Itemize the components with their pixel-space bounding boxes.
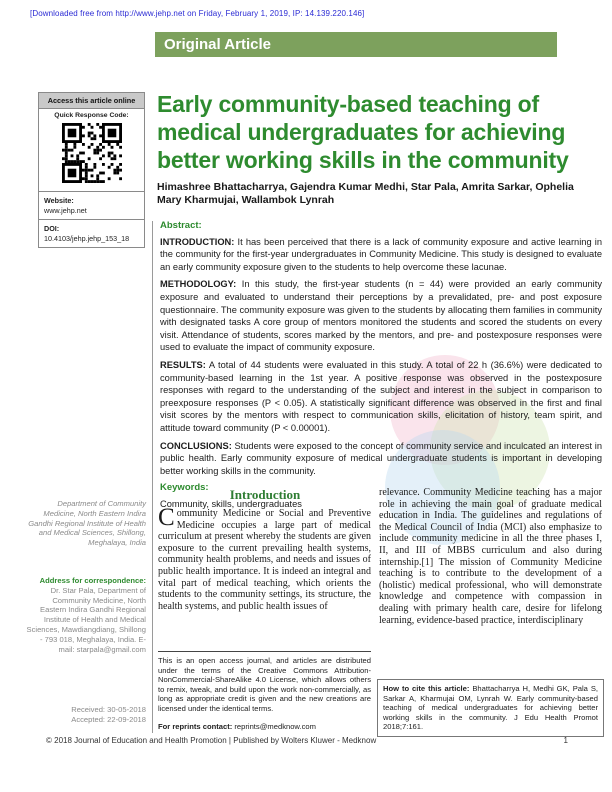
reprints-contact-label: For reprints contact: [158,722,233,731]
accepted-date: Accepted: 22-09-2018 [71,714,146,724]
abstract-conclusions-label: CONCLUSIONS: [160,440,232,451]
download-note: [Downloaded free from http://www.jehp.net on Friday, February 1, 2019, IP: 14.139.220.146] [30,9,365,18]
website-link[interactable]: www.jehp.net [44,206,87,215]
abstract-results [160,359,602,435]
abstract-introduction-label: INTRODUCTION: [160,236,235,247]
qr-section [39,109,144,192]
correspondence-block [26,576,146,654]
qr-code-label: Quick Response Code: [54,112,129,119]
keywords-heading: Keywords: [160,482,209,494]
abstract-results-label: RESULTS: [160,359,206,370]
reprints-contact-line [158,722,316,731]
correspondence-heading: Address for correspondence: [39,576,146,585]
article-title: Early community-based teaching of medical undergraduates for achieving better working skills in the community [157,91,569,173]
sidebar-divider [152,221,153,733]
abstract-conclusions [160,440,602,478]
abstract-methodology-text: In this study, the first-year students (n = 44) were provided an early community exposure and evaluated to understand their perceptions by a prevalidated, pre- and post exposure questionnaire. The community exposure was given to the students by allocating them families in community with designated tasks A core group of mentors monitored the students and scored the students on every visit. Attendance of students, scores marked by the mentors, and pre- and postexposure responses were used to evaluate the impact of community exposure. [160,279,602,353]
access-article-box [38,92,145,248]
abstract-heading: Abstract: [160,220,202,231]
article-authors: Himashree Bhattacharrya, Gajendra Kumar Medhi, Star Pala, Amrita Sarkar, Ophelia Mary Kharmujai, Wallambok Lynrah [157,181,574,206]
open-access-notice: This is an open access journal, and articles are distributed under the terms of the Creative Commons Attribution-NonCommercial-ShareAlike 4.0 License, which allows others to remix, tweak, and build upon the work non-commercially, as long as appropriate credit is given and the new creations are licensed under the identical terms. [158,651,371,714]
abstract-conclusions-text: Students were exposed to the concept of community service and inculcated an interest in public health. Early community exposure of medical undergraduate students is important in developing better working skills in the community. [160,440,602,476]
abstract-results-text: A total of 44 students were evaluated in this study. A total of 22 h (36.6%) were dedicated to community-based learning in the 1st year. A positive response was observed in the postexposure responses with regard to the understanding of the subject and interest in the subject in comparison to preexposure responses (P < 0.05). A statistically significant difference was observed in the first and final visit scores by the mentors with respect to communication skills, elicitation of history, team spirit, and attitude toward community (P < 0.00001). [160,359,602,433]
how-to-cite-box [377,679,604,737]
body-column-2 [379,487,602,626]
website-label: Website: [44,196,74,205]
keywords-text: Community, skills, undergraduates [160,498,302,509]
article-type-banner: Original Article [155,32,557,57]
access-box-title: Access this article online [39,93,144,109]
body-column-1-text: Community Medicine or Social and Preventive Medicine occupies a large part of medical curriculum at present whereby the students are given exposure to the current prevailing health systems, community health problems, and needs and issues of public health importance. It is indeed an integral and vital part of medical teaching, which orients the students to the community settings, its structure, the health systems, and public health issues of [158,504,371,612]
how-to-cite-text: Bhattacharrya H, Medhi GK, Pala S, Sarkar A, Kharmujai OM, Lynrah W. Early community-based teaching of medical undergraduates for achieving better working skills in the community. J Edu Health Promot 2018;7:161. [383,684,598,732]
submission-dates [26,705,146,725]
abstract-introduction-text: It has been perceived that there is a lack of community exposure and active learning in the community for the first-year undergraduates in Community Medicine. This study is designed to evaluate an early community exposure given to the students to help overcome these lacunae. [160,236,602,272]
body-column-1 [158,504,371,612]
abstract-methodology [160,278,602,354]
doi-label: DOI: [44,224,60,233]
website-row [39,192,144,220]
how-to-cite-label: How to cite this article: [383,684,470,693]
footer-copyright: © 2018 Journal of Education and Health Promotion | Published by Wolters Kluwer - Medknow [46,736,377,745]
abstract-methodology-label: METHODOLOGY: [160,279,237,290]
reprints-email-link[interactable]: reprints@medknow.com [234,722,316,731]
introduction-heading: Introduction [229,487,301,502]
doi-row [39,220,144,247]
footer-page-number: 1 [563,736,568,745]
abstract-section [160,220,602,510]
received-date: Received: 30-05-2018 [71,705,146,714]
abstract-introduction [160,236,602,274]
body-column-2-text: relevance. Community Medicine teaching has a major role in achieving the main goal of graduate medical education in India. The guidelines and regulations of the Medical Council of India (MCI) also emphasize to include community medicine in all the three phases I, II, and III of MBBS curriculum and also during internship.[1] The mission of Community Medicine teaching is to contribute to the development of a (holistic) medical professional, who will demonstrate knowledge and competence with compassion in dealing with primary health care, desire for lifelong learning, evidence-based practice, interdisciplinary [379,487,602,626]
correspondence-address: Dr. Star Pala, Department of Community Medicine, North Eastern Indira Gandhi Regional Institute of Health and Medical Sciences, Mawdiangdiang, Shillong - 793 018, Meghalaya, India. E-mail: starpala@gmail.com [26,585,146,654]
doi-value: 10.4103/jehp.jehp_153_18 [44,234,130,243]
qr-code-icon [62,123,122,183]
author-affiliation: Department of Community Medicine, North Eastern Indira Gandhi Regional Institute of Health and Medical Sciences, Shillong, Meghalaya, India [28,499,146,548]
